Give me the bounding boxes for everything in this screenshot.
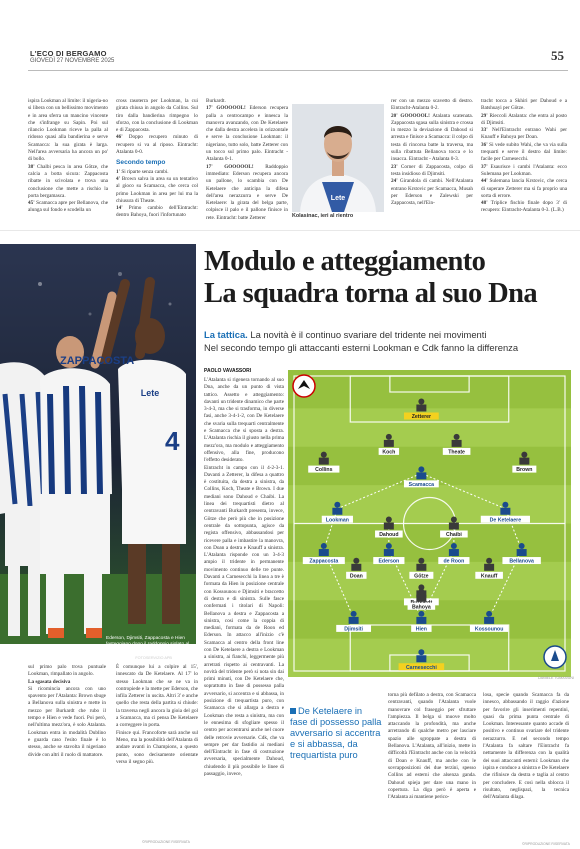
minute-label: 48' <box>481 200 488 207</box>
article-body-mid <box>116 664 198 847</box>
timeline-entry <box>481 200 567 215</box>
player-shirt-icon <box>484 617 494 624</box>
player-name: Ederson <box>378 558 400 565</box>
player-head-icon <box>418 466 424 472</box>
player-name: Scamacca <box>408 481 435 488</box>
summary-lead: La tattica. <box>204 329 248 340</box>
player-shirt-icon <box>351 564 361 571</box>
top-column-3 <box>206 98 288 233</box>
player-name: Bahoya <box>411 604 431 611</box>
byline: PAOLO VAVASSORI <box>204 368 252 374</box>
graphic-credit: DANIELE TOMASSINI <box>538 676 575 680</box>
entry-text: Si vede subito Wahi, che va via sulla trequarti e serve il destro dal limite: facile per Carnesecchi. <box>481 141 567 163</box>
entry-text: Sulemana lancia Krstovic, che cerca di superare Zetterer ma si fa proprio una sorta di errore. <box>481 178 567 199</box>
player-name: Collins <box>315 467 333 474</box>
player-shirt-icon <box>517 549 527 556</box>
player-head-icon <box>334 502 340 508</box>
quote-square-icon <box>290 708 296 714</box>
paragraph: sul primo palo trova puntuale Lookman, rimpallato in angolo. <box>28 664 106 678</box>
player-shirt-icon <box>500 508 510 515</box>
player-head-icon <box>521 452 527 458</box>
player-head-icon <box>321 452 327 458</box>
minute-label: 29' <box>481 112 488 119</box>
timeline-entry <box>481 127 567 142</box>
entry-text: Corner di Zappacosta, colpo di testa insidioso di Djimsiti. <box>391 163 473 177</box>
player-head-icon <box>486 558 492 564</box>
entry-text: Esaurisce i cambi l'Atalanta: ecco Sulemana per Lookman. <box>481 163 567 177</box>
player-head-icon <box>321 543 327 549</box>
player-shirt-icon <box>484 564 494 571</box>
article-body-left <box>28 664 106 847</box>
paragraph: rer con un mezzo scavetto di destro. Eintracht-Atalanta 0-2. <box>391 98 473 112</box>
page-number: 55 <box>551 48 564 63</box>
jersey-number: 4 <box>165 426 180 456</box>
minute-label: 23' <box>391 163 398 170</box>
timeline-entry <box>28 164 108 200</box>
timeline-entry <box>391 113 473 164</box>
paragraph: L'Atalanta si rigenera tornando al suo Dna, anche da un punto di vista tattico. Assetto e atteggiamento: davanti un tridente dinamico che parte 3-4-3, ma che si trasforma, in diverse fasi, anche 3-4-1-2, con De Ketelaere che svaria sulla trequarti centralmente e Scamacca che si sposta a destra. L'Atalanta rischia il giusto nella prima mezz'ora, ma modulo e atteggiamento offensivo, alla fine, producono l'effetto desiderato. <box>204 377 284 464</box>
article-summary: La tattica. La novità è il continuo svariare del tridente nei movimenti Nel secondo tempo gli attaccanti esterni Lookman e Cdk fanno la differenza <box>204 329 519 353</box>
timeline-entry <box>116 169 198 176</box>
timeline-entry <box>28 200 108 215</box>
minute-label: 24' <box>391 178 398 185</box>
timeline-entry <box>391 164 473 179</box>
player-shirt-icon <box>416 472 426 479</box>
player-head-icon <box>451 517 457 523</box>
entry-text: Brown salva in area su un tentativo al gioco su Scamacca, che cerca col primo Lookman in area per lui ma la chiusura di Theate. <box>116 175 198 204</box>
player-head-icon <box>353 558 359 564</box>
minute-label: 44' <box>481 178 488 185</box>
entry-text: Doppo recupero minuto di recupero si va al riposo. Eintracht: Atalanta 0-0. <box>116 134 198 156</box>
tactical-pitch <box>288 370 571 677</box>
player-shirt-icon <box>449 549 459 556</box>
headline: Modulo e atteggiamento La squadra torna al suo Dna <box>204 246 538 309</box>
player-shirt-icon <box>416 405 426 412</box>
player-head-icon <box>502 502 508 508</box>
minute-label: 36' <box>481 141 488 148</box>
newspaper-brand: L'ECO DI BERGAMO <box>30 49 107 58</box>
minute-label: 17' GOOOOOL! <box>206 105 246 112</box>
player-name: Dahoud <box>379 532 399 539</box>
player-shirt-icon <box>319 549 329 556</box>
minute-label: 38' <box>28 163 35 170</box>
player-name: Kossounou <box>474 626 504 633</box>
player-name: Götze <box>414 573 429 580</box>
player-shirt-icon <box>452 440 462 447</box>
player-shirt-icon <box>332 508 342 515</box>
jersey-name: ZAPPACOSTA <box>60 355 135 367</box>
article-body-column-3: losa, specie quando Scamacca fa da innesco, abbassando il raggio d'azione per favorire gli inserimenti repentini, quasi da prima punta centrale di Lookman. Interessante quanto accade di positivo e continuo svariare del tridente nerazzurro. E nel secondo tempo l'Atalanta fa saltare l'Eintracht fa nettamente la differenza con la qualità dei suoi attaccanti esterni: Lookman che ispira e conduce a sinistra e De Ketelaere che rifinisce da destra e taglia al centro per concludere. E così nella sblocca il risultato, neglispazi, la tecnica dell'Atalanta dilaga. <box>483 692 569 801</box>
timeline-entry <box>206 164 288 222</box>
entry-text: Raddoppio immediato: Ederson recupera ancora un pallone, lo scambia con De Ketelaere che anticipa la difesa dell'area nerazzurra e serve De Ketelaere: la girata del belga parte, colpisce il palo e il pallone finisce in rete. Eintracht: batte Zetterer <box>206 163 288 221</box>
top-column-5 <box>481 98 567 233</box>
minute-label: 14' <box>116 205 123 212</box>
entry-text: Chalbi pesca in area Götze, che calcia a botta sicura: Zappacosta ribatte in scivolata e trova una conclusione che mette a rischio la porta bergamasca. <box>28 163 108 199</box>
timeline-entry <box>116 176 198 205</box>
minute-label: 20' GOOOOOL! <box>391 112 430 119</box>
player-name: Chaibi <box>445 532 462 539</box>
entry-text: Rieccoli Atalanta: che entra al posto di Djimsiti. <box>481 112 567 126</box>
jersey-sponsor-2: Lete <box>140 388 160 398</box>
issue-date: GIOVEDÌ 27 NOVEMBRE 2025 <box>30 58 115 64</box>
player-head-icon <box>418 558 424 564</box>
timeline-entry <box>481 178 567 200</box>
player-name: Djimsiti <box>344 626 363 633</box>
paragraph: ispira Lookman al limite: il nigeria-no si libera con un bellissimo movimento e in area sferra un mancino vincente che s'infrange su Sapin. Poi sul rilancio Lookman riceve la palla al ridosso quasi alla bandierina e serve Scamacca: la sua girata è larga. Nell'area avversaria ha ancora un po' di bollo. <box>28 98 108 163</box>
subheading: La sgasata decisiva <box>28 678 71 685</box>
portrait-caption: Kolasinac, ieri al rientro <box>292 213 354 219</box>
paragraph: tracht tocca a Skhiri per Dahoud e a Batshuayi per Götze. <box>481 98 567 112</box>
timeline-entry <box>206 105 288 163</box>
player-shirt-icon <box>519 458 529 465</box>
paragraph: È comunque lui a colpire al 15', innescato da De Ketelaere. Al 17' lo stesso Lookman che se ne va in contropiede e la mette per Ederson, che infila Zetterer in uscita. Altri 3' e anche quello che resta della partita si chiude: la traversa negli ancora la gioia del gol a Scamacca, ma ci pensa De Ketelaere a correggere in porta. <box>116 664 198 729</box>
timeline-entry <box>481 113 567 128</box>
top-column-1 <box>28 98 108 233</box>
celebration-photo <box>0 244 196 661</box>
minute-label: 4' <box>116 175 121 182</box>
timeline-entry <box>391 178 473 207</box>
entry-text: Girandola di cambi. Nell'Atalanta entrano Krstovic per Scamacca, Musah per Ederson e Zalewski per Zappacosta, nell'Ein- <box>391 178 473 207</box>
player-head-icon <box>519 543 525 549</box>
player-shirt-icon <box>416 617 426 624</box>
paragraph: Burkardt. <box>206 98 226 104</box>
section-divider <box>0 230 580 231</box>
player-head-icon <box>418 589 424 595</box>
player-head-icon <box>451 543 457 549</box>
timeline-entry <box>116 205 198 220</box>
player-name: Zappacosta <box>309 558 339 565</box>
page-header <box>12 48 568 78</box>
entry-text: Ederson recupera palla a centrocampo e innesca la manovra avanzando, con De Ketelaere che dalla destra accelera in orizzontale e serve la conclusione Lookman: il nigeriano, tutto solo, batte Zetterer con un tocco sul primo palo. Eintracht - Atalanta 0-1. <box>206 105 288 163</box>
header-rule <box>28 70 568 71</box>
player-shirt-icon <box>416 564 426 571</box>
article-body-column-2: torna più defilato a destra, con Scamacca centravanti, quando l'Atalanta vuole manovrare col fraseggio per sfruttare l'ampiezza. Il belga si muove molto attaccando la profondità, ma anche arretrando di qualche metro per lasciare spazio alle sgroppate a destra di Bellanova. L'Atalanta, all'inizio, mette in difficoltà l'Eintracht anche con la velocità di Doan e Knauff, ma anche con le sovrapposizioni dei due terzini, spesso Collins ad esterni che alsenza ganda. Dahoud spieja per dare una mano in copertura. La diga però è aperta e l'Atalanta ai mantiene perico- <box>388 692 476 801</box>
player-shirt-icon <box>416 595 426 602</box>
player-name: Zetterer <box>411 414 432 421</box>
entry-text: Scamacca apre per Bellanova, che alunga sul fondo e scodella un <box>28 200 108 214</box>
player-name: Koch <box>382 449 396 456</box>
photo-credit: FOTOSERVIZIO APB <box>135 655 172 660</box>
player-head-icon <box>418 611 424 617</box>
player-head-icon <box>386 434 392 440</box>
rights-left: ©RIPRODUZIONE RISERVATA <box>142 840 190 844</box>
paragraph: Eintracht in campo con il 4-2-3-1. Davanti a Zetterer, la difesa a quattro è costituita, da destra a sinistra, da Collins, Koch, Theate e Brown. I due mediani sono Dahoud e Chaibi. La linea dei trequartisti dietro al centravanti Burkardt presenta, invece, Götze che però più che in posizione centrale da sottopunta, agisce da regista offensivo, abbassandosi per ricevere palla e imbastire la manovra, con Doan a destra e Knauff a sinistra. L'Atalanta risponde con un 3-4-3 ampio il tridente in permanente movimento continuo delle tre punte. Davanti a Carnesecchi la linea a tre è formata da Hien in posizione centrale con Kossounou e Djimsiti e braccetto di destra e di sinistra. Sulle fasce confermati i titolari di Napoli: Bellanova a destra e Zappacosta a sinistra, così come la coppia di mediani, formata da de Roon ed Ederson. In attacco all'inizio c'è Scamacca al centro della front line con De Ketelaere a destra e Lookman a sinistra, ai fianchi, leggermente più arretrati rispetto ai centravanti. La novità del tridente però si nota sin dai primi minuti, con De Ketelaere che, soprattutto in fase di possesso palla avversario, si accentra e si abbassa, in posizione di trequartista puro, con Scamacca che si allarga a destra e Lookman che resta a sinistra, ma con le ennesima di sfogliare spesso il centro per accentrarsi anche nel cuore delle retrovie avversarie. Cdk, che va sempre per dar fastidio ai mediani dell'Eintracht in fase di costruzione avversaria, specialmente Dahoud, chiudendo il più possibile le linee di passaggio, invece, <box>204 464 284 778</box>
pull-quote: De Ketelaere in fase di possesso palla avversario si accentra e si abbassa, da trequartista puro <box>290 706 382 760</box>
minute-label: 46' <box>116 134 123 141</box>
paragraph: cross rasoterra per Lookman, la cui girata chiusa in angolo da Collins. Sul tiro dalla bandierina rimpegno lo sforzo, con la conclusione di Lookman e di Zappacosta. <box>116 98 198 134</box>
player-head-icon <box>418 399 424 405</box>
minute-label: 45' <box>28 200 35 207</box>
player-head-icon <box>454 434 460 440</box>
player-head-icon <box>418 649 424 655</box>
player-name: Doan <box>349 573 363 580</box>
entry-text: Nell'Eintracht entrano Wahi per Knauff e Bahoya per Doan. <box>481 127 567 141</box>
player-shirt-icon <box>384 523 394 530</box>
player-name: Knauff <box>480 573 498 580</box>
player-shirt-icon <box>319 458 329 465</box>
timeline-entry <box>481 142 567 164</box>
player-head-icon <box>386 517 392 523</box>
player-name: Brown <box>516 467 533 474</box>
player-head-icon <box>351 611 357 617</box>
timeline-entry <box>481 164 567 179</box>
jersey-sponsor: Lete <box>330 195 346 202</box>
player-name: Hien <box>415 626 427 633</box>
top-column-4 <box>391 98 473 233</box>
player-name: Theate <box>448 449 465 456</box>
top-column-2 <box>116 98 198 233</box>
player-shirt-icon <box>384 549 394 556</box>
entry-text: Si riparte senza cambi. <box>120 168 169 175</box>
minute-label: 1' <box>116 168 121 175</box>
minute-label: 17' GOOOOOL! <box>206 163 254 170</box>
player-name: Bellanova <box>509 558 534 565</box>
rights-right: ©RIPRODUZIONE RISERVATA <box>522 842 570 846</box>
player-shirt-icon <box>416 655 426 662</box>
player-shirt-icon <box>449 523 459 530</box>
player-head-icon <box>486 611 492 617</box>
player-portrait <box>292 104 384 212</box>
entry-text: Primo cambio dell'Eintracht: dentro Bahoya, fuori l'infortunato <box>116 205 198 219</box>
subheading: Secondo tempo <box>116 159 166 167</box>
player-name: de Roon <box>443 558 465 565</box>
entry-text: Triplice fischio finale dopo 3' di recupero: Eintracht-Atalanta 0-3. (L.B.) <box>481 200 567 214</box>
minute-label: 37' <box>481 163 488 170</box>
player-name: Lookman <box>325 517 349 524</box>
timeline-entry <box>116 134 198 156</box>
player-name: De Ketelaere <box>489 517 522 524</box>
photo-caption: Ederson, Djimsiti, Zappacosta e Hien festeggiano dopo il raddoppio siglato al 17' st dal brasiliano. È subito dopo arriverà il 3-0 FOTOSERVIZIO APB <box>106 636 190 661</box>
player-shirt-icon <box>349 617 359 624</box>
minute-label: 33' <box>481 127 488 134</box>
paragraph: Si ricomincia ancora con uno spavento per l'Atalanta: Brown sbuge a Bellanova sulla sinistra e mette in mezzo per Burkardt che rubo il tempo e Hien e vede fuori. Poi però, nell'ultima mezz'ora, è solo Atalanta. Lookman entra in modalità Dublino e guarda caso l'esito finale è lo stesso, anche se stavolta il nigeriano divide con altri il ruolo di mattatore. <box>28 685 106 758</box>
player-name: Carnesecchi <box>405 664 437 671</box>
player-shirt-icon <box>384 440 394 447</box>
paragraph: Finisce qui. Francoforte sarà anche sul Meno, ma la possibilità dell'Atalanta di andare avanti in Champions, a questo punto, sono decisamente orientate verso il segno più. <box>116 729 198 765</box>
entry-text: Atalanta scatenata. Zappacosta sgasa sulla sinistra e crossa in mezzo la deviazione di Dahoud si arresta e finisce a Scamacca: il colpo di testa di rincorsa batte la traversa, ma sulla ribattuta Bellanova tocca e lo insacca. Eintracht - Atalanta 0-3. <box>391 112 473 163</box>
article-body-column-1 <box>204 377 284 847</box>
player-head-icon <box>386 543 392 549</box>
